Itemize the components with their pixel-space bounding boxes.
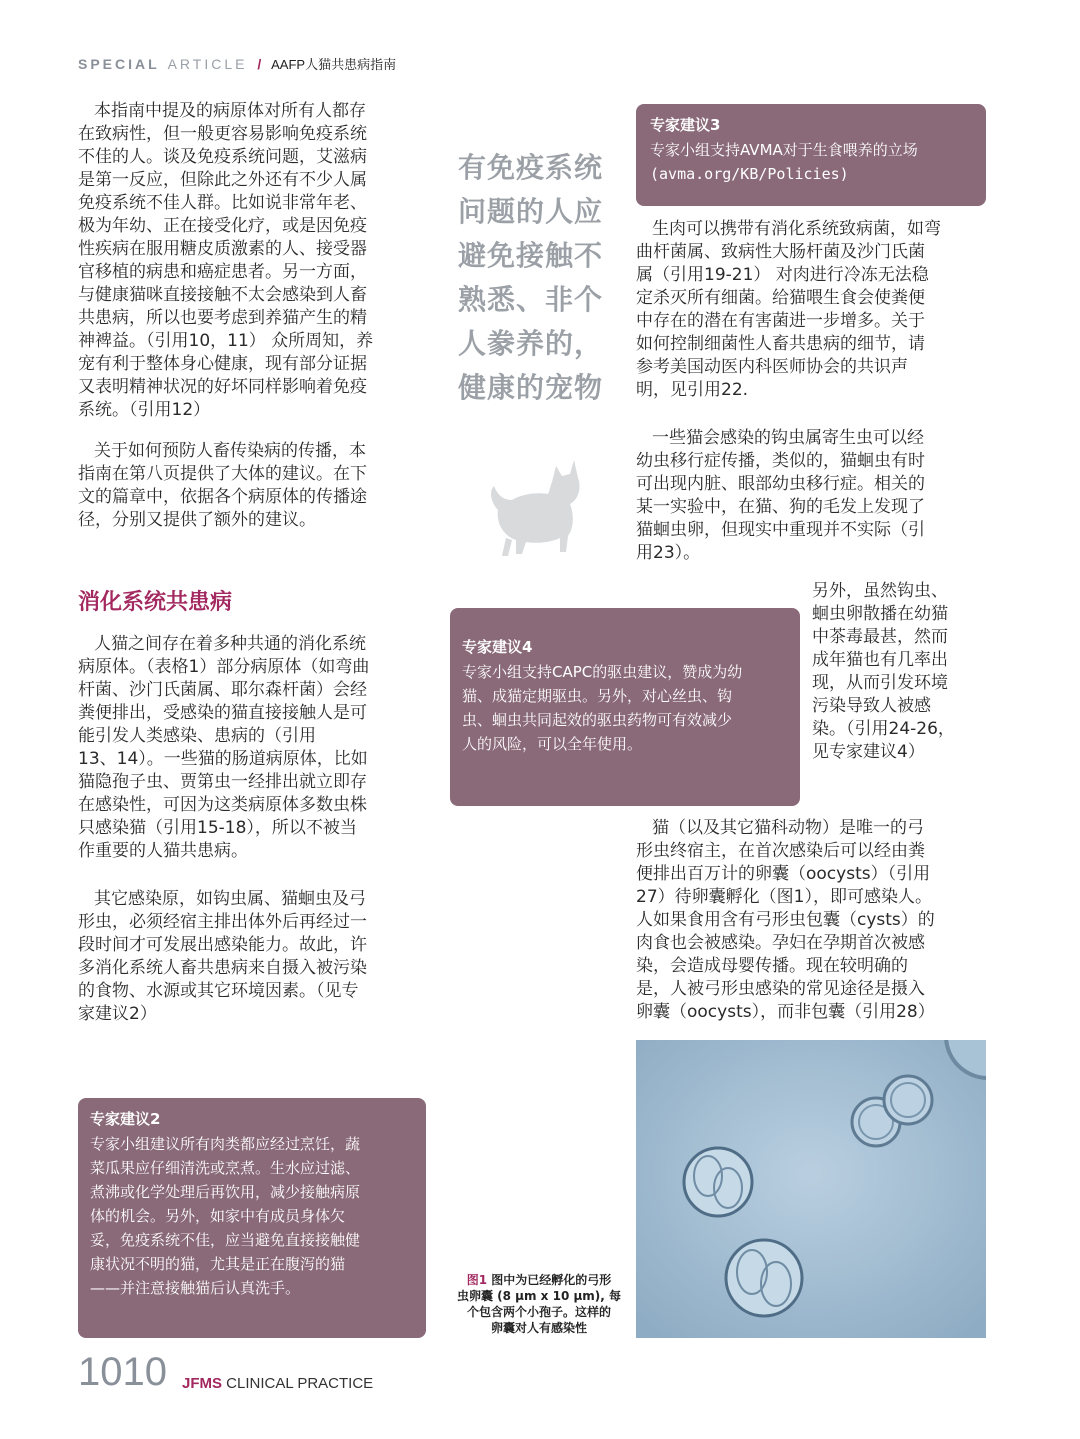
- left-paragraph-1: [78, 100, 438, 422]
- right-paragraph-4-text: 猫（以及其它猫科动物）是唯一的弓 形虫终宿主，在首次感染后可以经由粪 便排出百万计的卵囊（oocysts）（引用 27）待卵囊孵化（图1），即可感染人。 人如果食用含有弓形虫包囊（cysts）的 肉食也会被感染。孕妇在孕期首次被感 染，会造成母婴传播。现在较明确的 是，人被弓形虫感染的常见途径是摄入 卵囊（oocysts），而非包囊（引用28）: [636, 818, 935, 1022]
- left-paragraph-2-text: 关于如何预防人畜传染病的传播，本 指南在第八页提供了大体的建议。在下 文的篇章中，依据各个病原体的传播途 径，分别又提供了额外的建议。: [78, 441, 367, 530]
- expert-box-2-line-5: 妥，免疫系统不佳，应当避免直接接触健: [90, 1231, 361, 1249]
- oocyst-micrograph: [636, 1040, 986, 1338]
- expert-box-2-line-6: 康状况不明的猫，尤其是正在腹泻的猫: [90, 1255, 346, 1273]
- running-header: [78, 54, 396, 73]
- expert-box-3-line-1: 专家小组支持AVMA对于生食喂养的立场: [650, 141, 918, 159]
- expert-box-3-title: 专家建议3: [650, 116, 721, 134]
- expert-box-4: [450, 608, 800, 806]
- right-paragraph-4: [636, 817, 996, 1024]
- right-paragraph-1-text: 生肉可以携带有消化系统致病菌，如弯 曲杆菌属、致病性大肠杆菌及沙门氏菌 属（引用19-21） 对肉进行冷冻无法稳 定杀灭所有细菌。给猫喂生食会使粪便 中存在的潜在有害菌进一步增多。关于 如何控制细菌性人畜共患病的细节，请 参考美国动医内科医师协会的共识声 明，见引用22.: [636, 219, 941, 400]
- header-article: ARTICLE: [167, 56, 248, 72]
- expert-box-2: [78, 1098, 426, 1338]
- expert-box-4-line-1: 专家小组支持CAPC的驱虫建议，赞成为幼: [462, 663, 743, 681]
- expert-box-2-line-4: 体的机会。另外，如家中有成员身体欠: [90, 1207, 346, 1225]
- page-number: 1010: [78, 1350, 167, 1394]
- expert-box-3-link: (avma.org/KB/Policies): [650, 165, 849, 183]
- figure-label: 图1: [466, 1273, 488, 1287]
- left-paragraph-4-text: 其它感染原，如钩虫属、猫蛔虫及弓 形虫，必须经宿主排出体外后再经过一 段时间才可发展出感染能力。故此，许 多消化系统人畜共患病来自摄入被污染 的食物、水源或其它环境因素。（见专 家建议2）: [78, 889, 367, 1024]
- left-paragraph-3: [78, 633, 438, 863]
- right-paragraph-2: [636, 427, 996, 565]
- left-paragraph-1-text: 本指南中提及的病原体对所有人都存 在致病性，但一般更容易影响免疫系统 不佳的人。谈及免疫系统问题，艾滋病 是第一反应，但除此之外还有不少人属 免疫系统不佳人群。比如说非常年老、 极为年幼、正在接受化疗，或是因免疫 性疾病在服用糖皮质激素的人、接受器 官移植的病患和癌症患者。另一方面， 与健康猫咪直接接触不太会感染到人畜 共患病，所以也要考虑到养猫产生的精 神裨益。（引用10，11） 众所周知，养 宠有利于整体身心健康，现有部分证据 又表明精神状况的好坏同样影响着免疫 系统。（引用12）: [78, 101, 374, 420]
- right-paragraph-2-text: 一些猫会感染的钩虫属寄生虫可以经 幼虫移行症传播，类似的，猫蛔虫有时 可出现内脏、眼部幼虫移行症。相关的 某一实验中，在猫、狗的毛发上发现了 猫蛔虫卵，但现实中重现并不实际（引 用23）。: [636, 428, 925, 563]
- left-paragraph-4: [78, 888, 438, 1026]
- pull-quote: 有免疫系统 问题的人应 避免接触不 熟悉、非个 人豢养的， 健康的宠物: [458, 151, 604, 404]
- expert-box-2-line-1: 专家小组建议所有肉类都应经过烹饪，蔬: [90, 1135, 361, 1153]
- journal-abbrev: JFMS: [182, 1375, 223, 1392]
- left-paragraph-3-text: 人猫之间存在着多种共通的消化系统 病原体。（表格1）部分病原体（如弯曲 杆菌、沙门氏菌属、耶尔森杆菌）会经 粪便排出，受感染的猫直接接触人是可 能引发人类感染、患病的（引用 13、14）。一些猫的肠道病原体，比如 猫隐孢子虫、贾第虫一经排出就立即存 在感染性，可因为这类病原体多数虫株 只感染猫（引用15-18），所以不被当 作重要的人猫共患病。: [78, 634, 370, 861]
- header-title: AAFP人猫共患病指南: [271, 57, 397, 72]
- expert-box-4-line-2: 猫、成猫定期驱虫。另外，对心丝虫、钩: [462, 687, 733, 705]
- figure-caption: 图1 图中为已经孵化的弓形 虫卵囊 (8 μm x 10 μm), 每 个包含两个小孢子。这样的 卵囊对人有感染性: [456, 1273, 622, 1335]
- right-paragraph-3: [812, 580, 992, 764]
- expert-box-2-line-3: 煮沸或化学处理后再饮用，减少接触病原: [90, 1183, 361, 1201]
- expert-box-4-line-4: 人的风险，可以全年使用。: [462, 735, 643, 753]
- header-slash: /: [257, 56, 262, 72]
- right-paragraph-1: [636, 218, 996, 402]
- left-paragraph-2: [78, 440, 438, 532]
- expert-box-2-line-7: ——并注意接触猫后认真洗手。: [90, 1279, 301, 1297]
- expert-box-4-title: 专家建议4: [462, 638, 533, 656]
- expert-box-4-line-3: 虫、蛔虫共同起效的驱虫药物可有效减少: [462, 711, 733, 729]
- expert-box-2-title: 专家建议2: [90, 1110, 161, 1128]
- journal-rest: CLINICAL PRACTICE: [222, 1375, 374, 1392]
- header-special: SPECIAL: [78, 56, 160, 72]
- expert-box-2-line-2: 菜瓜果应仔细清洗或烹煮。生水应过滤、: [90, 1159, 361, 1177]
- expert-box-3: [636, 104, 986, 206]
- section-title: 消化系统共患病: [78, 590, 233, 615]
- cat-silhouette-icon: [482, 452, 594, 562]
- right-paragraph-3-text: 另外，虽然钩虫、 蛔虫卵散播在幼猫 中茶毒最甚，然而 成年猫也有几率出 现，从而引发环境 污染导致人被感 染。（引用24-26， 见专家建议4）: [812, 581, 955, 762]
- journal-name: [182, 1375, 373, 1392]
